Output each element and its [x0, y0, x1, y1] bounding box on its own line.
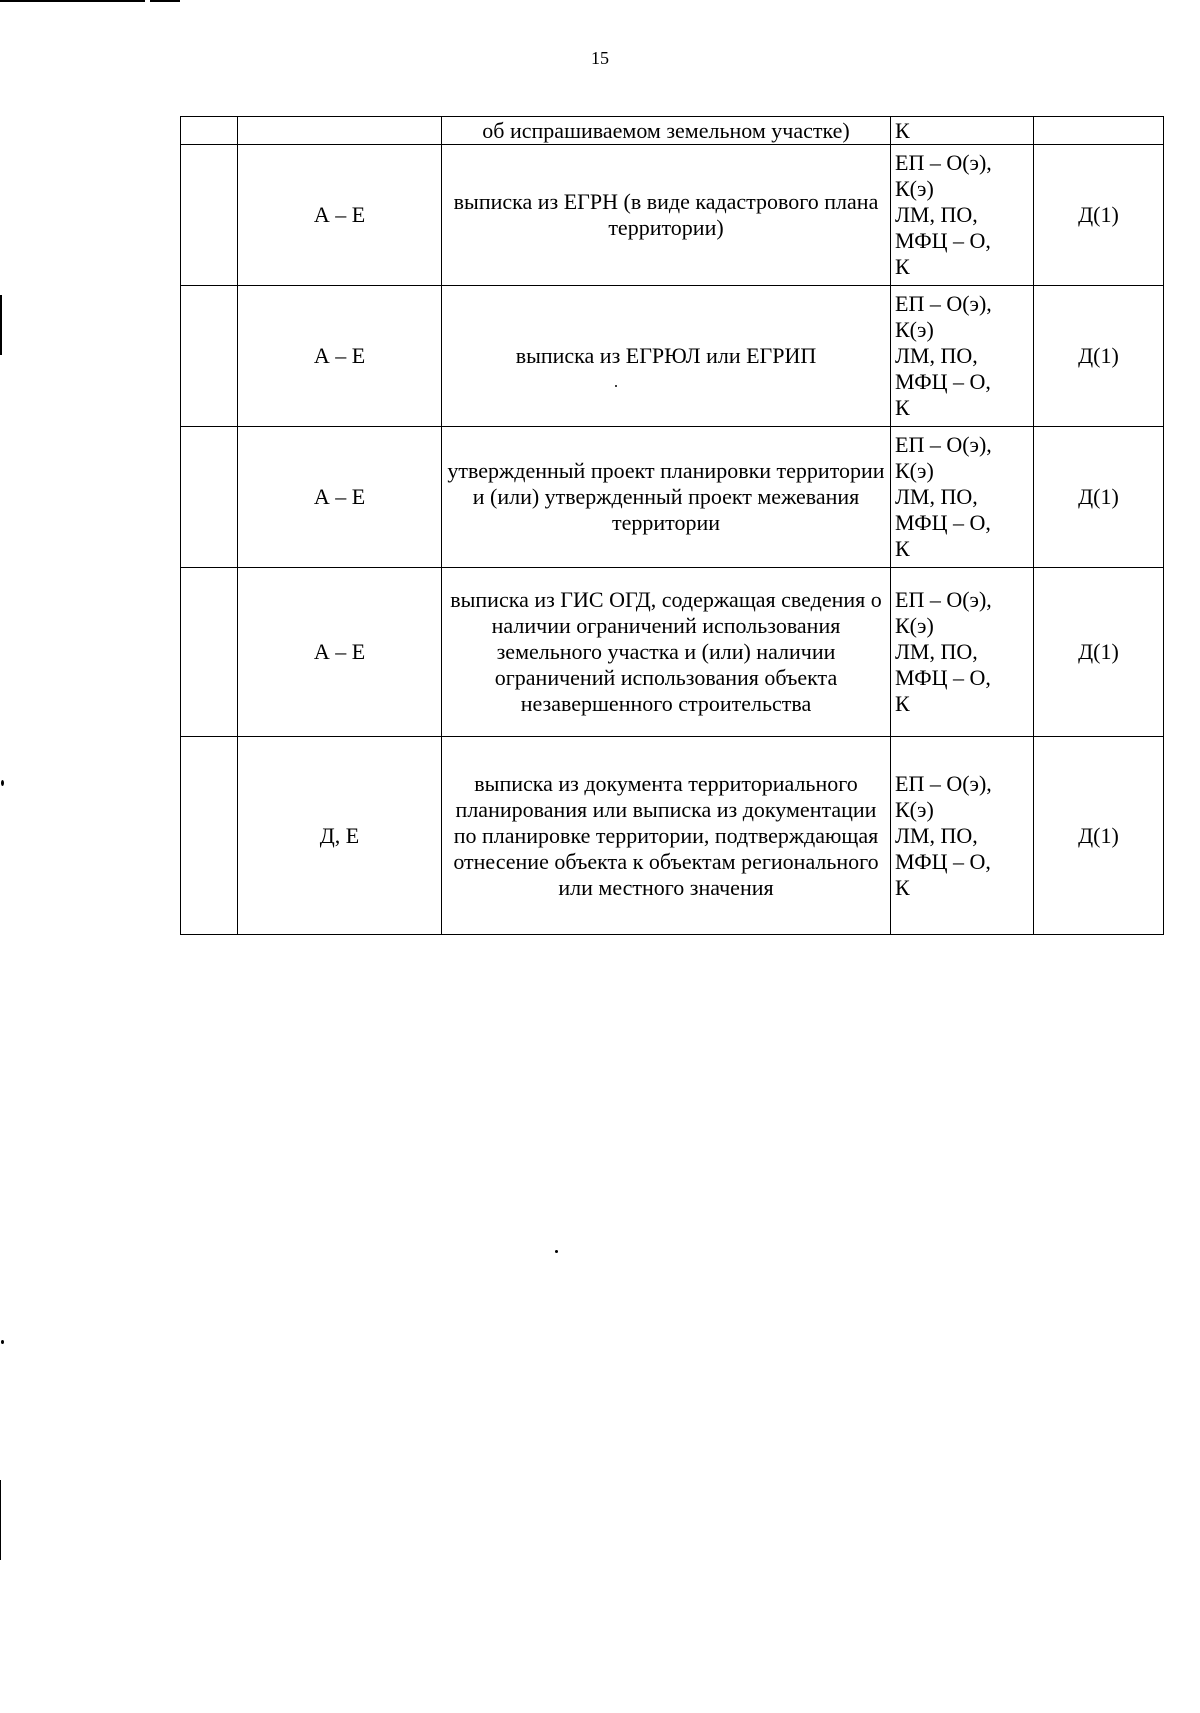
cell-code: Д(1) — [1034, 568, 1164, 737]
table-row — [181, 737, 1164, 935]
cell-source — [891, 286, 1034, 427]
table-row — [181, 427, 1164, 568]
scan-edge-mark — [0, 0, 145, 2]
source-line: К(э) — [895, 176, 934, 201]
source-line: К — [895, 536, 910, 561]
cell-number — [181, 568, 238, 737]
scan-edge-mark — [150, 0, 180, 2]
cell-category: А – Е — [238, 568, 442, 737]
source-line: МФЦ – О, — [895, 369, 991, 394]
cell-category: А – Е — [238, 427, 442, 568]
cell-code: Д(1) — [1034, 427, 1164, 568]
cell-document: выписка из ЕГРН (в виде кадастрового плана территории) — [442, 145, 891, 286]
cell-source — [891, 568, 1034, 737]
cell-code: Д(1) — [1034, 737, 1164, 935]
cell-document: выписка из ЕГРЮЛ или ЕГРИП — [442, 286, 891, 427]
source-line: ЕП – О(э), — [895, 432, 992, 457]
source-line: К — [895, 254, 910, 279]
cell-code: Д(1) — [1034, 286, 1164, 427]
cell-category: А – Е — [238, 145, 442, 286]
cell-document: выписка из ГИС ОГД, содержащая сведения о наличии ограничений использования земельного участка и (или) наличии ограничений использования объекта незавершенного строительства — [442, 568, 891, 737]
cell-number — [181, 737, 238, 935]
cell-number — [181, 427, 238, 568]
cell-code: Д(1) — [1034, 145, 1164, 286]
cell-document: выписка из документа территориального планирования или выписка из документации по планировке территории, подтверждающая отнесение объекта к объектам регионального или местного значения — [442, 737, 891, 935]
source-line: ЛМ, ПО, — [895, 202, 978, 227]
scan-edge-mark — [0, 295, 2, 355]
cell-category: А – Е — [238, 286, 442, 427]
scan-speck — [1, 1340, 4, 1344]
source-line: ЛМ, ПО, — [895, 639, 978, 664]
source-line: МФЦ – О, — [895, 510, 991, 535]
source-line: МФЦ – О, — [895, 848, 991, 874]
cell-source — [891, 145, 1034, 286]
source-line: К — [895, 874, 910, 900]
source-line: ЛМ, ПО, — [895, 484, 978, 509]
cell-code — [1034, 117, 1164, 145]
documents-table — [180, 116, 1164, 935]
source-line: ЛМ, ПО, — [895, 822, 978, 848]
page-number: 15 — [591, 48, 609, 68]
cell-category: Д, Е — [238, 737, 442, 935]
scan-edge-mark — [0, 1480, 1, 1560]
source-line: МФЦ – О, — [895, 665, 991, 690]
table-row — [181, 145, 1164, 286]
source-line: К(э) — [895, 613, 934, 638]
cell-number — [181, 117, 238, 145]
cell-source — [891, 427, 1034, 568]
cell-document: об испрашиваемом земельном участке) — [442, 117, 891, 145]
source-line: ЛМ, ПО, — [895, 343, 978, 368]
scan-speck — [1, 780, 4, 786]
source-line: ЕП – О(э), — [895, 770, 992, 796]
table-row — [181, 286, 1164, 427]
cell-number — [181, 286, 238, 427]
source-line: К(э) — [895, 796, 934, 822]
scan-speck — [555, 1250, 558, 1253]
cell-source — [891, 737, 1034, 935]
table-row — [181, 568, 1164, 737]
source-line: МФЦ – О, — [895, 228, 991, 253]
cell-category — [238, 117, 442, 145]
source-line: ЕП – О(э), — [895, 150, 992, 175]
source-line: ЕП – О(э), — [895, 291, 992, 316]
source-line: К — [895, 691, 910, 716]
cell-number — [181, 145, 238, 286]
cell-source: К — [891, 117, 1034, 145]
source-line: К — [895, 395, 910, 420]
table-row-continuation — [181, 117, 1164, 145]
source-line: ЕП – О(э), — [895, 587, 992, 612]
cell-document: утвержденный проект планировки территории и (или) утвержденный проект межевания территории — [442, 427, 891, 568]
source-line: К(э) — [895, 317, 934, 342]
source-line: К(э) — [895, 458, 934, 483]
